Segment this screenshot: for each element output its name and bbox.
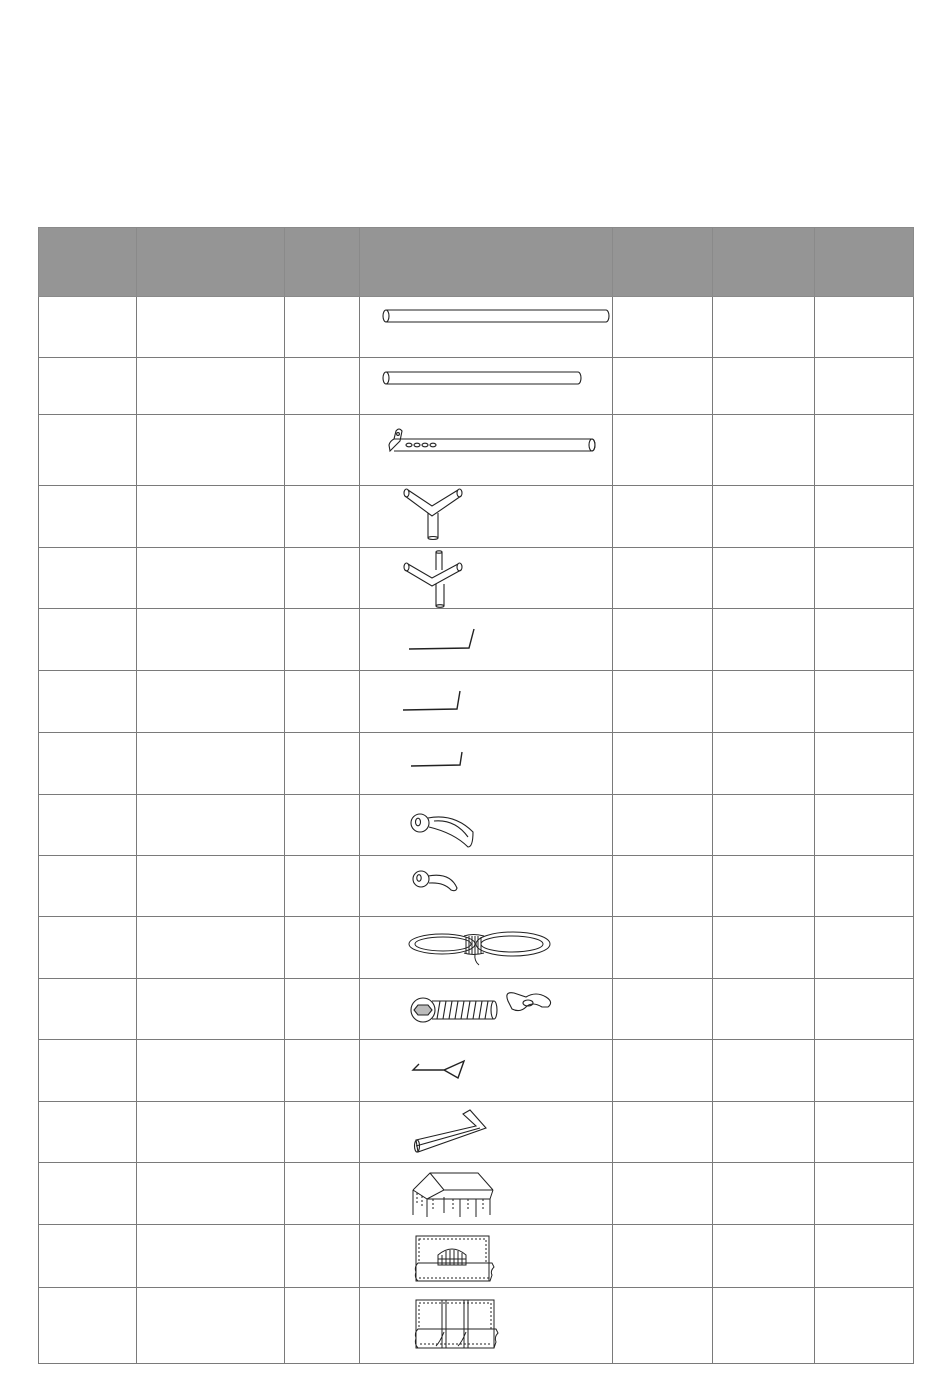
table-cell (285, 1225, 360, 1288)
table-cell (713, 1288, 815, 1364)
table-row (39, 733, 914, 795)
table-cell (39, 609, 137, 671)
small-spring-pin-icon (360, 856, 613, 917)
table-cell (39, 733, 137, 795)
table-cell (39, 1102, 137, 1163)
table-cell (815, 415, 914, 486)
table-cell (137, 486, 285, 548)
table-cell (815, 297, 914, 358)
window-sidewall-icon (360, 1225, 613, 1288)
table-cell (137, 1040, 285, 1102)
table-cell (137, 795, 285, 856)
medium-pole-icon (360, 358, 613, 415)
table-row (39, 548, 914, 609)
table-cell (39, 1288, 137, 1364)
table-cell (713, 1102, 815, 1163)
table-cell (285, 856, 360, 917)
rope-coil-icon (360, 917, 613, 979)
table-cell (39, 1225, 137, 1288)
table-row (39, 1288, 914, 1364)
table-cell (285, 358, 360, 415)
header-row (39, 228, 914, 297)
medium-stake-icon (360, 671, 613, 733)
table-cell (613, 1163, 713, 1225)
long-stake-icon (360, 609, 613, 671)
bolt-and-wing-nut-icon (360, 979, 613, 1040)
table-cell (137, 358, 285, 415)
table-cell (713, 297, 815, 358)
cross-connector-icon (360, 548, 613, 609)
table-cell (713, 1225, 815, 1288)
table-cell (285, 1163, 360, 1225)
table-cell (39, 415, 137, 486)
table-cell (613, 795, 713, 856)
table-cell (713, 671, 815, 733)
table-cell (613, 548, 713, 609)
table-cell (815, 1288, 914, 1364)
table-cell (137, 671, 285, 733)
table-cell (815, 1040, 914, 1102)
header-cell (137, 228, 285, 297)
table-cell (613, 358, 713, 415)
table-cell (137, 979, 285, 1040)
table-cell (613, 1225, 713, 1288)
table-row (39, 609, 914, 671)
door-sidewall-icon (360, 1288, 613, 1364)
table-cell (613, 1040, 713, 1102)
header-cell (613, 228, 713, 297)
table-cell (285, 1288, 360, 1364)
table-row (39, 358, 914, 415)
table-cell (285, 917, 360, 979)
table-row (39, 979, 914, 1040)
table-cell (285, 795, 360, 856)
table-cell (137, 733, 285, 795)
table-cell (815, 1225, 914, 1288)
large-spring-pin-icon (360, 795, 613, 856)
table-cell (713, 979, 815, 1040)
table-row (39, 1225, 914, 1288)
hook-stake-icon (360, 1040, 613, 1102)
table-cell (613, 1288, 713, 1364)
table-cell (815, 795, 914, 856)
table-cell (613, 1102, 713, 1163)
hinged-pole-icon (360, 415, 613, 486)
table-cell (285, 297, 360, 358)
table-cell (713, 917, 815, 979)
table-cell (815, 358, 914, 415)
table-row (39, 1102, 914, 1163)
table-cell (39, 548, 137, 609)
table-cell (39, 1040, 137, 1102)
table-cell (137, 548, 285, 609)
table-cell (39, 795, 137, 856)
table-cell (815, 979, 914, 1040)
parts-table (38, 227, 914, 1364)
table-cell (137, 1102, 285, 1163)
header-cell (39, 228, 137, 297)
table-cell (815, 486, 914, 548)
header-cell (285, 228, 360, 297)
table-row (39, 297, 914, 358)
table-cell (713, 733, 815, 795)
table-row (39, 1040, 914, 1102)
table-row (39, 671, 914, 733)
table-row (39, 486, 914, 548)
table-cell (815, 917, 914, 979)
table-cell (613, 415, 713, 486)
table-cell (613, 486, 713, 548)
table-cell (713, 795, 815, 856)
table-cell (39, 1163, 137, 1225)
hex-key-icon (360, 1102, 613, 1163)
table-cell (39, 671, 137, 733)
table-cell (713, 415, 815, 486)
table-cell (713, 548, 815, 609)
table-row (39, 415, 914, 486)
table-cell (285, 548, 360, 609)
table-cell (613, 917, 713, 979)
table-cell (713, 486, 815, 548)
table-cell (285, 1102, 360, 1163)
table-cell (613, 671, 713, 733)
table-cell (137, 609, 285, 671)
canopy-roof-icon (360, 1163, 613, 1225)
table-cell (39, 358, 137, 415)
table-row (39, 1163, 914, 1225)
table-cell (137, 917, 285, 979)
table-cell (39, 979, 137, 1040)
table-cell (815, 609, 914, 671)
table-cell (285, 609, 360, 671)
header-cell (360, 228, 613, 297)
table-cell (815, 671, 914, 733)
table-cell (613, 979, 713, 1040)
table-cell (713, 609, 815, 671)
table-cell (285, 415, 360, 486)
table-cell (815, 548, 914, 609)
table-cell (39, 917, 137, 979)
table-cell (39, 856, 137, 917)
table-cell (285, 979, 360, 1040)
table-cell (137, 1163, 285, 1225)
table-cell (713, 1163, 815, 1225)
header-cell (713, 228, 815, 297)
ridge-connector-icon (360, 486, 613, 548)
table-row (39, 917, 914, 979)
header-cell (815, 228, 914, 297)
table-cell (815, 1163, 914, 1225)
table-cell (613, 733, 713, 795)
table-cell (285, 733, 360, 795)
table-cell (39, 486, 137, 548)
short-stake-icon (360, 733, 613, 795)
table-cell (137, 856, 285, 917)
table-cell (713, 1040, 815, 1102)
table-cell (713, 358, 815, 415)
table-cell (713, 856, 815, 917)
table-cell (613, 297, 713, 358)
table-cell (815, 733, 914, 795)
table-cell (285, 671, 360, 733)
table-row (39, 795, 914, 856)
table-cell (815, 856, 914, 917)
table-cell (815, 1102, 914, 1163)
table-cell (137, 297, 285, 358)
table-cell (137, 1225, 285, 1288)
table-cell (137, 1288, 285, 1364)
long-pole-icon (360, 297, 613, 358)
table-cell (613, 856, 713, 917)
table-row (39, 856, 914, 917)
table-cell (285, 486, 360, 548)
table-cell (39, 297, 137, 358)
table-cell (613, 609, 713, 671)
table-cell (137, 415, 285, 486)
table-cell (285, 1040, 360, 1102)
